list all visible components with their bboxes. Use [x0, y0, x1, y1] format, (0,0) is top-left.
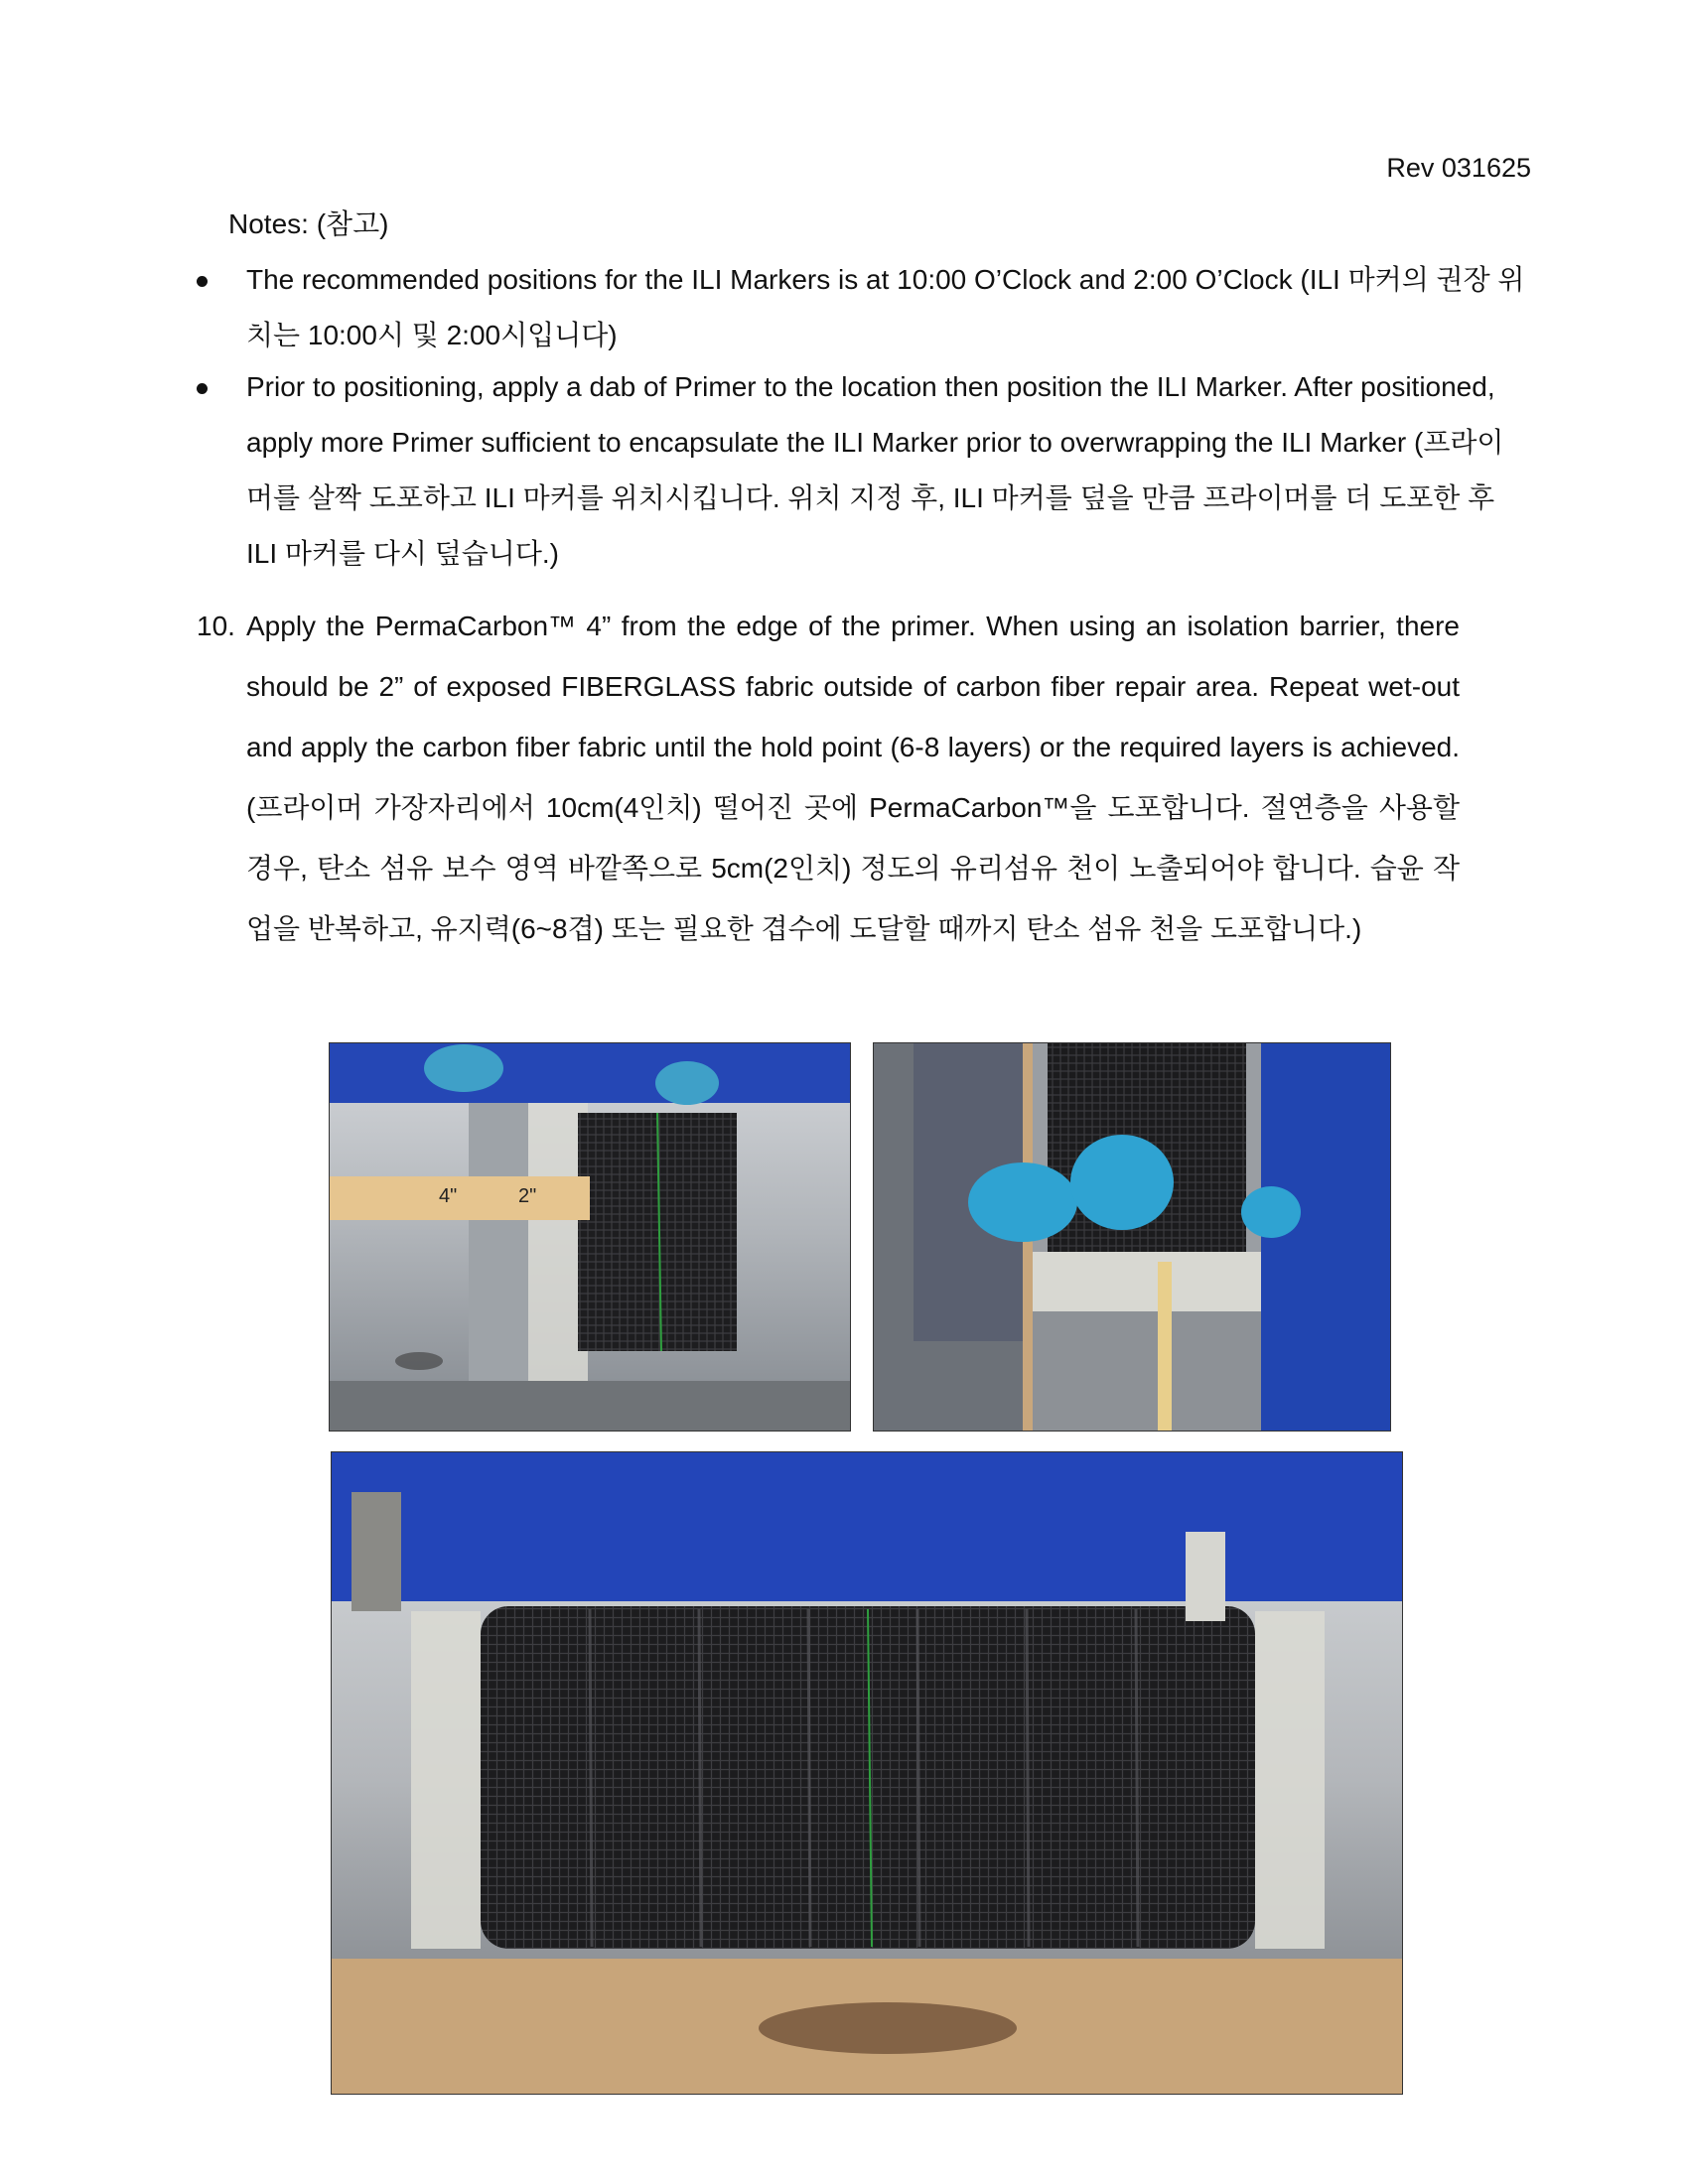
bullet-icon — [197, 383, 208, 394]
ruler-mark-4: 4" — [439, 1185, 458, 1207]
step-number: 10. — [197, 611, 235, 641]
note-item-primer-dab — [189, 359, 1529, 582]
photo-hands-smoothing — [873, 1042, 1391, 1432]
note-item-ili-position — [189, 252, 1529, 363]
step-text: Apply the PermaCarbon™ 4” from the edge of the primer. When using an isolation barrier, there should be 2” of exposed FIBERGLASS fabric outside of carbon fiber repair area. Repeat wet-out and apply the carbon fiber fabric until the hold point (6-8 layers) or the required layers is achieved. (프라이머 가장자리에서 10cm(4인치) 떨어진 곳에 PermaCarbon™을 도포합니다. 절연층을 사용할 경우, 탄소 섬유 보수 영역 바깥쪽으로 5cm(2인치) 정도의 유리섬유 천이 노출되어야 합니다. 습윤 작업을 반복하고, 유지력(6~8겹) 또는 필요한 겹수에 도달할 때까지 탄소 섬유 천을 도포합니다.) — [246, 611, 1460, 944]
bullet-icon — [197, 276, 208, 287]
note-text: Prior to positioning, apply a dab of Primer to the location then position the ILI Marker. After positioned, apply more Primer sufficient to encapsulate the ILI Marker prior to overwrapping the ILI Marker (프라이머를 살짝 도포하고 ILI 마커를 위치시킵니다. 위치 지정 후, ILI 마커를 덮을 만큼 프라이머를 더 도포한 후 ILI 마커를 다시 덮습니다.) — [246, 371, 1504, 569]
step-10 — [189, 596, 1460, 959]
photo-completed-wrap — [331, 1451, 1403, 2095]
note-text: The recommended positions for the ILI Markers is at 10:00 O’Clock and 2:00 O’Clock (ILI 마커의 권장 위치는 10:00시 및 2:00시입니다) — [246, 264, 1525, 350]
revision-label: Rev 031625 — [1386, 153, 1531, 183]
photo-carbon-wrap-measure — [329, 1042, 851, 1432]
ruler-mark-2: 2" — [518, 1185, 537, 1207]
notes-list — [189, 252, 1529, 582]
notes-title: Notes: (참고) — [228, 208, 389, 239]
